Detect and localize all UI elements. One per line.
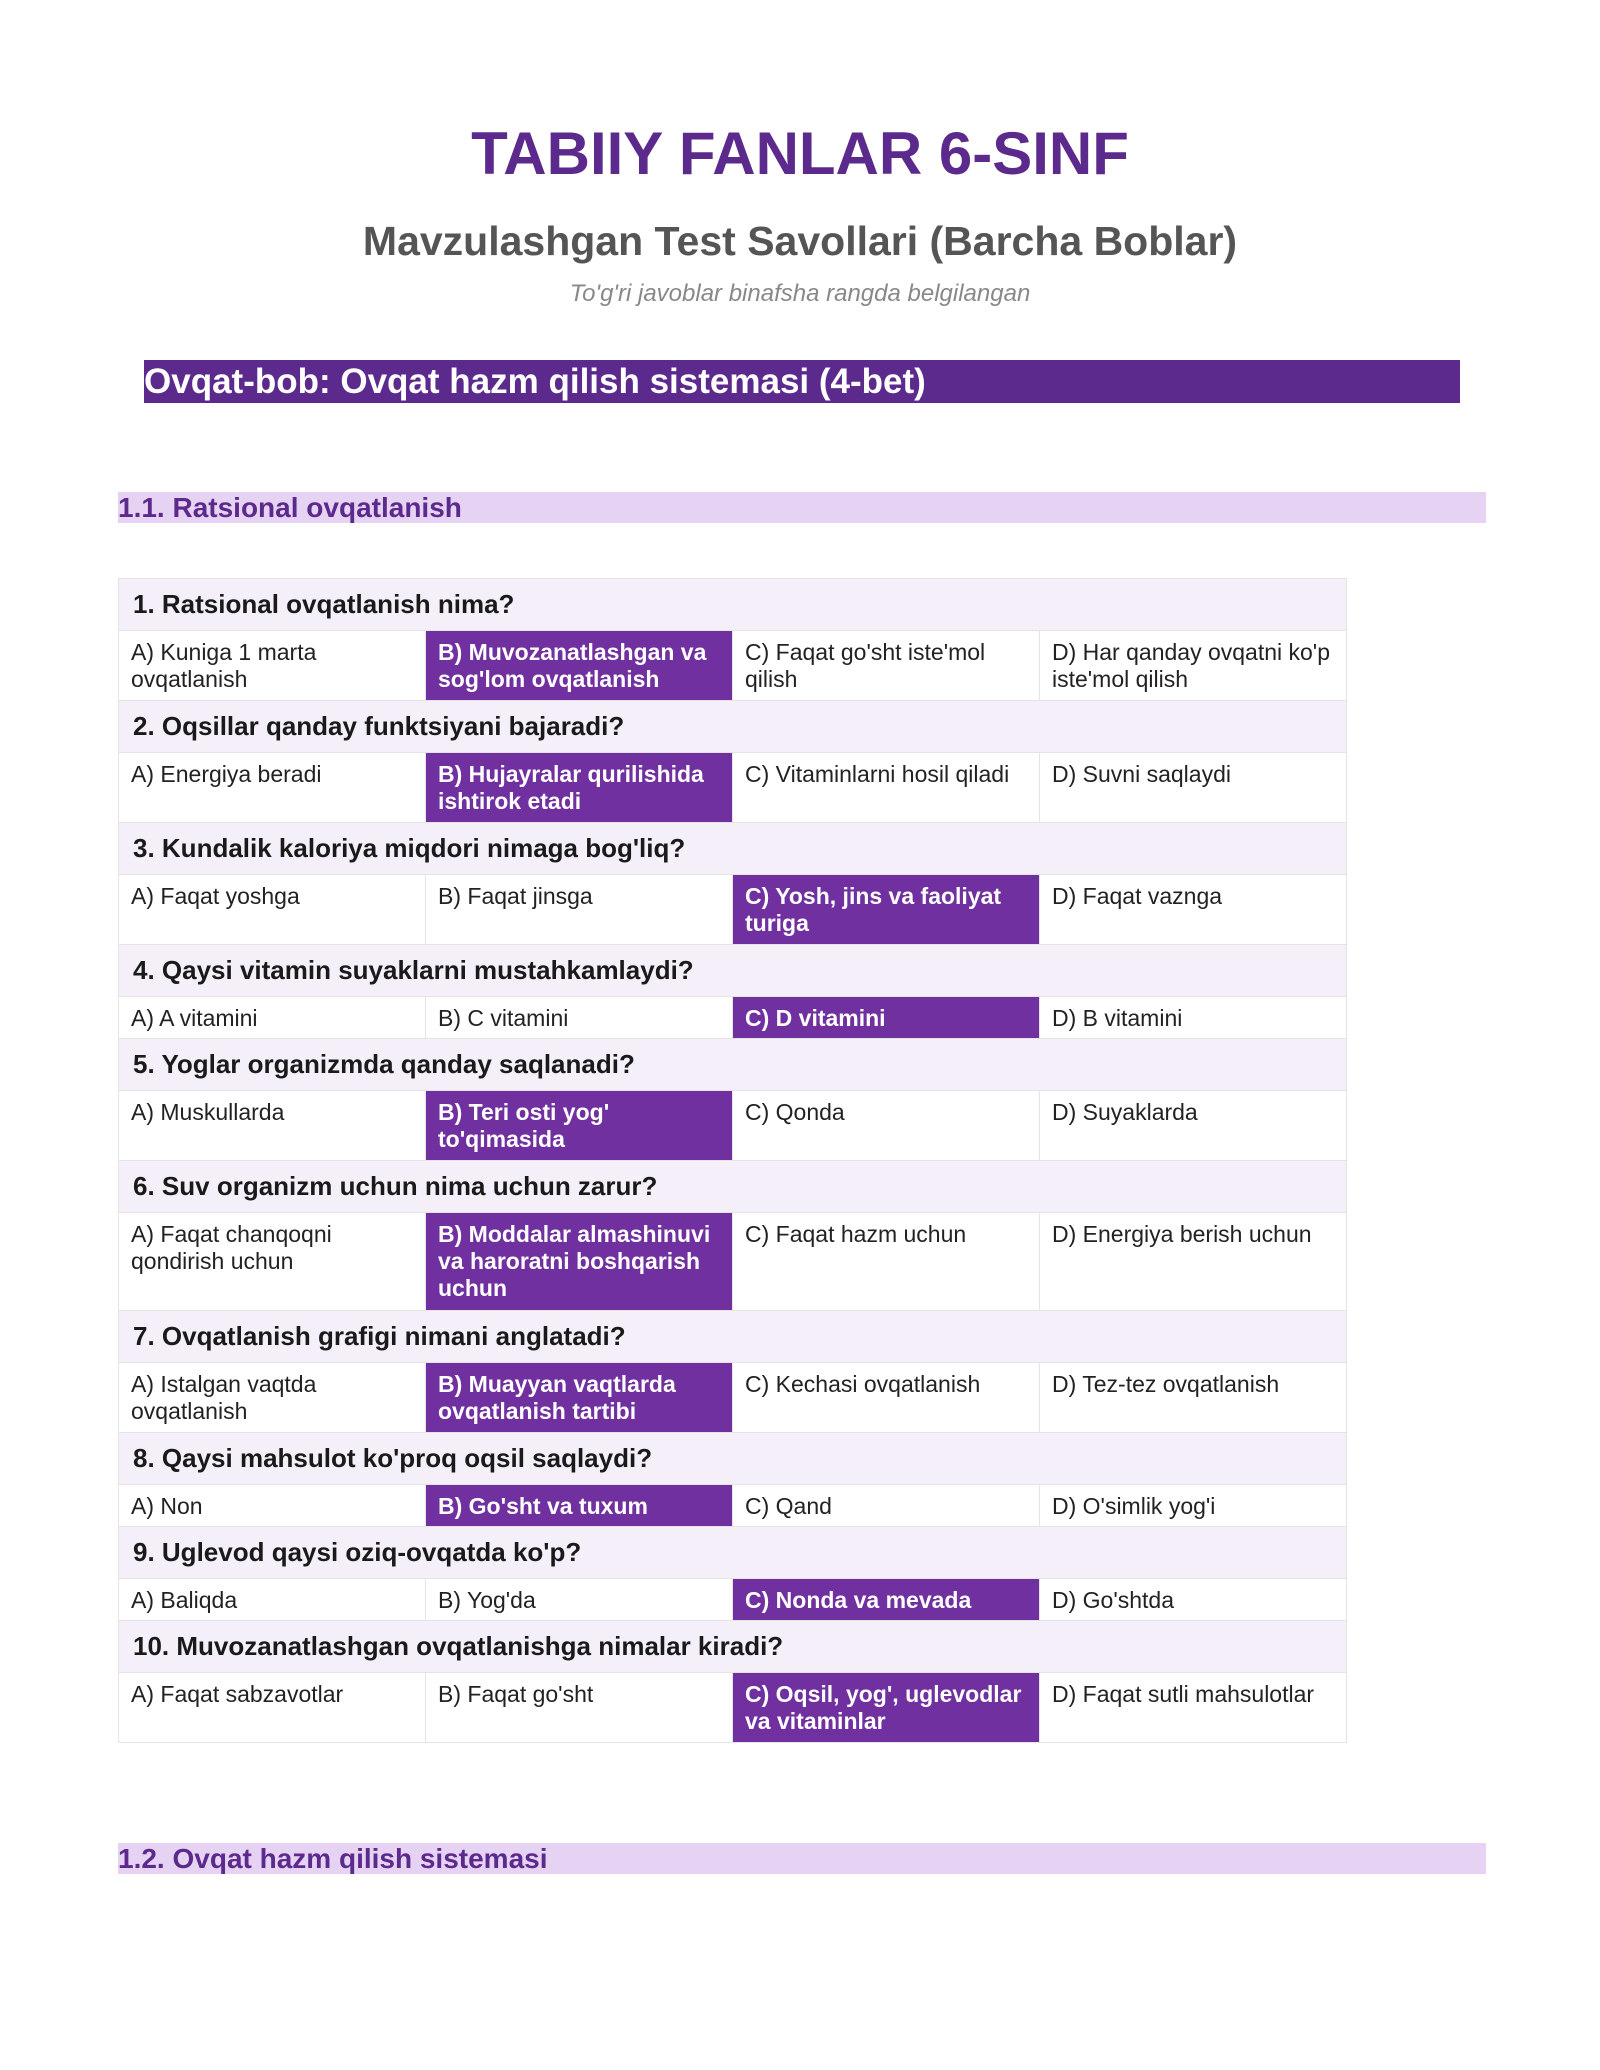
option: D) Suyaklarda bbox=[1040, 1091, 1347, 1161]
options-row bbox=[119, 1091, 1347, 1161]
option: A) A vitamini bbox=[119, 997, 426, 1039]
question-row bbox=[119, 1433, 1347, 1485]
option-correct: B) Muayyan vaqtlarda ovqatlanish tartibi bbox=[426, 1363, 733, 1433]
question-text: 8. Qaysi mahsulot ko'proq oqsil saqlaydi? bbox=[119, 1433, 1347, 1485]
options-row bbox=[119, 1485, 1347, 1527]
option: D) Tez-tez ovqatlanish bbox=[1040, 1363, 1347, 1433]
option: C) Vitaminlarni hosil qiladi bbox=[733, 753, 1040, 823]
option: A) Istalgan vaqtda ovqatlanish bbox=[119, 1363, 426, 1433]
question-row bbox=[119, 1527, 1347, 1579]
option-correct: B) Moddalar almashinuvi va haroratni boshqarish uchun bbox=[426, 1213, 733, 1311]
question-text: 9. Uglevod qaysi oziq-ovqatda ko'p? bbox=[119, 1527, 1347, 1579]
question-row bbox=[119, 579, 1347, 631]
options-row bbox=[119, 631, 1347, 701]
option: D) O'simlik yog'i bbox=[1040, 1485, 1347, 1527]
option: D) Faqat sutli mahsulotlar bbox=[1040, 1673, 1347, 1743]
option: C) Faqat go'sht iste'mol qilish bbox=[733, 631, 1040, 701]
section-heading-1-1: 1.1. Ratsional ovqatlanish bbox=[118, 492, 1486, 523]
option: D) Suvni saqlaydi bbox=[1040, 753, 1347, 823]
question-row bbox=[119, 823, 1347, 875]
question-text: 1. Ratsional ovqatlanish nima? bbox=[119, 579, 1347, 631]
options-row bbox=[119, 753, 1347, 823]
options-row bbox=[119, 997, 1347, 1039]
option-correct: B) Teri osti yog' to'qimasida bbox=[426, 1091, 733, 1161]
question-text: 7. Ovqatlanish grafigi nimani anglatadi? bbox=[119, 1311, 1347, 1363]
question-text: 4. Qaysi vitamin suyaklarni mustahkamlaydi? bbox=[119, 945, 1347, 997]
question-table bbox=[118, 578, 1347, 1743]
option: D) Energiya berish uchun bbox=[1040, 1213, 1347, 1311]
option: D) Faqat vaznga bbox=[1040, 875, 1347, 945]
option: C) Qonda bbox=[733, 1091, 1040, 1161]
document-title: TABIIY FANLAR 6-SINF bbox=[471, 120, 1129, 187]
option: A) Faqat chanqoqni qondirish uchun bbox=[119, 1213, 426, 1311]
option: D) Har qanday ovqatni ko'p iste'mol qilish bbox=[1040, 631, 1347, 701]
option-correct: C) Yosh, jins va faoliyat turiga bbox=[733, 875, 1040, 945]
option: C) Faqat hazm uchun bbox=[733, 1213, 1040, 1311]
question-text: 10. Muvozanatlashgan ovqatlanishga nimalar kiradi? bbox=[119, 1621, 1347, 1673]
question-row bbox=[119, 1621, 1347, 1673]
option-correct: C) Oqsil, yog', uglevodlar va vitaminlar bbox=[733, 1673, 1040, 1743]
chapter-heading: Ovqat-bob: Ovqat hazm qilish sistemasi (4-bet) bbox=[144, 360, 1460, 403]
options-row bbox=[119, 1579, 1347, 1621]
question-row bbox=[119, 1161, 1347, 1213]
options-row bbox=[119, 1213, 1347, 1311]
option: A) Non bbox=[119, 1485, 426, 1527]
question-text: 6. Suv organizm uchun nima uchun zarur? bbox=[119, 1161, 1347, 1213]
option: D) B vitamini bbox=[1040, 997, 1347, 1039]
option: C) Qand bbox=[733, 1485, 1040, 1527]
option: B) Yog'da bbox=[426, 1579, 733, 1621]
option: A) Baliqda bbox=[119, 1579, 426, 1621]
option: A) Muskullarda bbox=[119, 1091, 426, 1161]
option: D) Go'shtda bbox=[1040, 1579, 1347, 1621]
question-text: 2. Oqsillar qanday funktsiyani bajaradi? bbox=[119, 701, 1347, 753]
option: B) Faqat jinsga bbox=[426, 875, 733, 945]
option-correct: B) Hujayralar qurilishida ishtirok etadi bbox=[426, 753, 733, 823]
option: A) Faqat yoshga bbox=[119, 875, 426, 945]
option: B) C vitamini bbox=[426, 997, 733, 1039]
option: B) Faqat go'sht bbox=[426, 1673, 733, 1743]
options-row bbox=[119, 1673, 1347, 1743]
options-row bbox=[119, 1363, 1347, 1433]
option: C) Kechasi ovqatlanish bbox=[733, 1363, 1040, 1433]
option-correct: B) Go'sht va tuxum bbox=[426, 1485, 733, 1527]
option: A) Faqat sabzavotlar bbox=[119, 1673, 426, 1743]
question-text: 5. Yoglar organizmda qanday saqlanadi? bbox=[119, 1039, 1347, 1091]
question-row bbox=[119, 1039, 1347, 1091]
option: A) Kuniga 1 marta ovqatlanish bbox=[119, 631, 426, 701]
section-heading-1-2: 1.2. Ovqat hazm qilish sistemasi bbox=[118, 1843, 1486, 1874]
options-row bbox=[119, 875, 1347, 945]
question-row bbox=[119, 945, 1347, 997]
answer-key-note: To'g'ri javoblar binafsha rangda belgilangan bbox=[569, 280, 1031, 307]
question-text: 3. Kundalik kaloriya miqdori nimaga bog'liq? bbox=[119, 823, 1347, 875]
question-row bbox=[119, 701, 1347, 753]
question-row bbox=[119, 1311, 1347, 1363]
option: A) Energiya beradi bbox=[119, 753, 426, 823]
option-correct: C) Nonda va mevada bbox=[733, 1579, 1040, 1621]
document-subtitle: Mavzulashgan Test Savollari (Barcha Boblar) bbox=[362, 218, 1238, 264]
option-correct: C) D vitamini bbox=[733, 997, 1040, 1039]
option-correct: B) Muvozanatlashgan va sog'lom ovqatlanish bbox=[426, 631, 733, 701]
